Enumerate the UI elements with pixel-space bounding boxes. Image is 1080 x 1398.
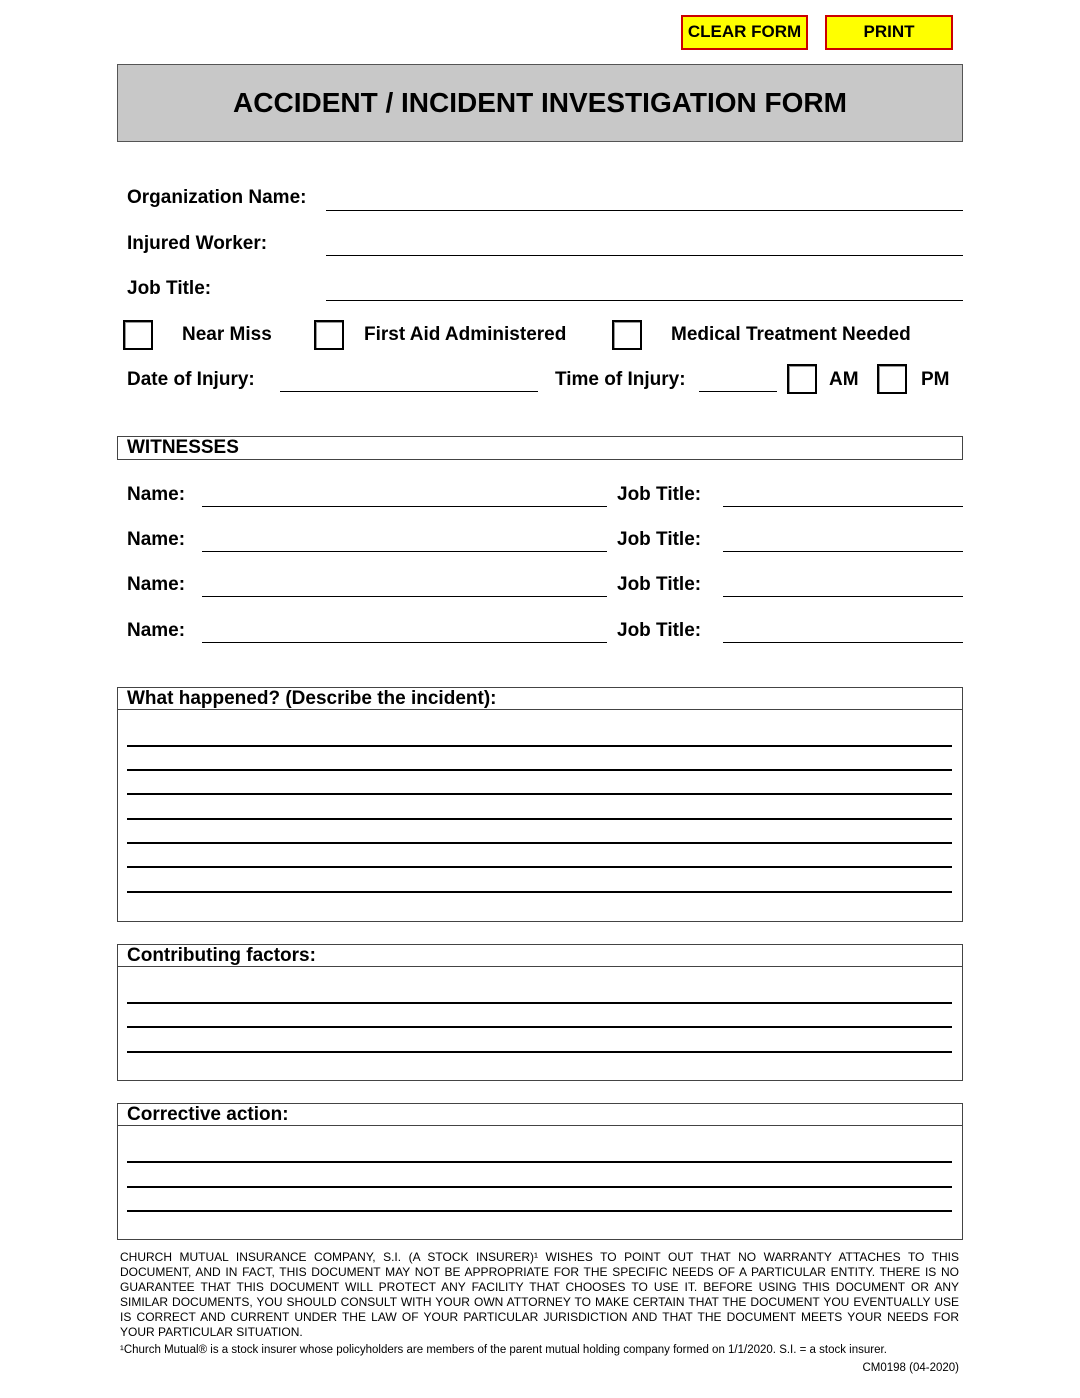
organization-name-label: Organization Name: [127,187,307,208]
clear-form-button[interactable]: CLEAR FORM [681,15,808,50]
corrective-action-line [127,1161,952,1163]
near-miss-label: Near Miss [182,324,272,345]
am-label: AM [829,369,859,390]
medical-treatment-label: Medical Treatment Needed [671,324,911,345]
what-happened-line [127,745,952,747]
witness-4-job-title-label: Job Title: [617,620,702,641]
witness-1-name-input[interactable] [202,484,607,507]
contributing-factors-line [127,1026,952,1028]
witness-3-job-title-label: Job Title: [617,574,702,595]
what-happened-line [127,818,952,820]
what-happened-heading: What happened? (Describe the incident): [118,688,962,710]
date-of-injury-input[interactable] [280,369,538,392]
first-aid-checkbox[interactable] [314,320,344,350]
medical-treatment-checkbox[interactable] [612,320,642,350]
what-happened-line [127,769,952,771]
am-checkbox[interactable] [787,364,817,394]
witness-4-name-label: Name: [127,620,186,641]
what-happened-line [127,793,952,795]
pm-checkbox[interactable] [877,364,907,394]
witness-2-job-title-input[interactable] [723,529,963,552]
organization-name-input[interactable] [326,188,963,211]
witness-4-job-title-input[interactable] [723,620,963,643]
corrective-action-box[interactable] [117,1103,963,1240]
near-miss-checkbox[interactable] [123,320,153,350]
witness-3-name-input[interactable] [202,574,607,597]
injured-worker-label: Injured Worker: [127,233,268,254]
footnote-text: ¹Church Mutual® is a stock insurer whose policyholders are members of the parent mutual holding company formed on 1/1/2020. S.I. = a stock insurer. [120,1344,887,1356]
witness-1-job-title-label: Job Title: [617,484,702,505]
first-aid-label: First Aid Administered [364,324,567,345]
witnesses-heading: WITNESSES [127,437,239,458]
job-title-input[interactable] [326,278,963,301]
job-title-label: Job Title: [127,278,212,299]
contributing-factors-line [127,1002,952,1004]
witness-1-job-title-input[interactable] [723,484,963,507]
what-happened-line [127,891,952,893]
witness-1-name-label: Name: [127,484,186,505]
what-happened-line [127,842,952,844]
date-of-injury-label: Date of Injury: [127,369,255,390]
form-title: ACCIDENT / INCIDENT INVESTIGATION FORM [117,64,963,142]
injured-worker-input[interactable] [326,233,963,256]
time-of-injury-input[interactable] [699,369,777,392]
witness-2-name-input[interactable] [202,529,607,552]
time-of-injury-label: Time of Injury: [555,369,686,390]
form-number: CM0198 (04-2020) [862,1362,959,1374]
what-happened-line [127,866,952,868]
witness-4-name-input[interactable] [202,620,607,643]
corrective-action-heading: Corrective action: [118,1104,962,1126]
contributing-factors-heading: Contributing factors: [118,945,962,967]
disclaimer-text: CHURCH MUTUAL INSURANCE COMPANY, S.I. (A STOCK INSURER)¹ WISHES TO POINT OUT THAT NO WARRANTY ATTACHES TO THIS DOCUMENT, AND IN FACT, THIS DOCUMENT MAY NOT BE APPROPRIATE FOR THE SPECIFIC NEEDS OF A PARTICULAR ENTITY. THERE IS NO GUARANTEE THAT THIS DOCUMENT WILL PROTECT ANY FACILITY THAT CHOOSES TO USE IT. BEFORE USING THIS DOCUMENT OR ANY SIMILAR DOCUMENTS, YOU SHOULD CONSULT WITH YOUR OWN ATTORNEY TO MAKE CERTAIN THAT THE DOCUMENT YOU EVENTUALLY USE IS CORRECT AND CURRENT UNDER THE LAW OF YOUR PARTICULAR JURISDICTION AND THAT THE DOCUMENT MEETS YOUR NEEDS FOR YOUR PARTICULAR SITUATION. [120,1250,959,1339]
witness-3-job-title-input[interactable] [723,574,963,597]
pm-label: PM [921,369,950,390]
contributing-factors-line [127,1051,952,1053]
what-happened-box[interactable] [117,687,963,922]
corrective-action-line [127,1186,952,1188]
corrective-action-line [127,1210,952,1212]
witness-2-name-label: Name: [127,529,186,550]
contributing-factors-box[interactable] [117,944,963,1081]
witness-2-job-title-label: Job Title: [617,529,702,550]
print-button[interactable]: PRINT [825,15,953,50]
witnesses-header-box [117,436,963,460]
witness-3-name-label: Name: [127,574,186,595]
